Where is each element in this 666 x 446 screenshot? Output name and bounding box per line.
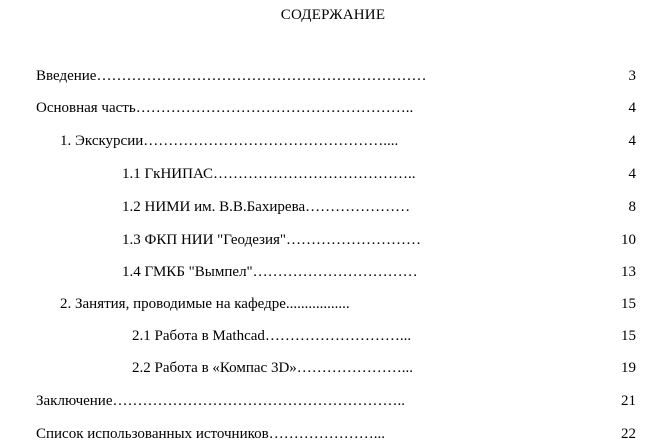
toc-entry xyxy=(60,294,636,314)
toc-entry-page: 22 xyxy=(621,426,636,442)
toc-entry-text: 1.4 ГМКБ "Вымпел"…………………………… xyxy=(122,264,418,280)
toc-entry xyxy=(122,197,636,217)
toc-entry-text: 2.1 Работа в Mathcad………………………... xyxy=(132,328,412,344)
toc-entry-text: 1.2 НИМИ им. В.В.Бахирева………………… xyxy=(122,199,411,215)
toc-entry-text: Заключение………………………………………………….. xyxy=(36,393,405,409)
toc-entry-page: 3 xyxy=(628,68,636,84)
toc-entry-text: Список использованных источников…………………... xyxy=(36,426,385,442)
toc-entry xyxy=(132,326,636,346)
toc-entry-page: 19 xyxy=(621,360,636,376)
toc-entry xyxy=(122,164,636,184)
toc-entry-text: 1.1 ГкНИПАС………………………………….. xyxy=(122,166,416,182)
toc-entry-text: 2.2 Работа в «Компас 3D»…………………... xyxy=(132,360,414,376)
toc-entry-page: 21 xyxy=(621,393,636,409)
toc-entry-page: 4 xyxy=(628,100,636,116)
document-title: СОДЕРЖАНИЕ xyxy=(280,7,386,23)
toc-entry-text: Основная часть……………………………………………….. xyxy=(36,100,414,116)
toc-entry xyxy=(122,262,636,282)
toc-entry-page: 10 xyxy=(621,232,636,248)
toc-entry-page: 13 xyxy=(621,264,636,280)
toc-entry-page: 15 xyxy=(621,296,636,312)
toc-entry xyxy=(60,131,636,151)
toc-entry-page: 4 xyxy=(628,166,636,182)
toc-entry xyxy=(36,66,636,86)
toc-entry-text: 1.3 ФКП НИИ "Геодезия"……………………… xyxy=(122,232,422,248)
toc-entry-text: Введение………………………………………………………… xyxy=(36,68,427,84)
toc-entry-page: 4 xyxy=(628,133,636,149)
toc-entry xyxy=(122,230,636,250)
toc-entry xyxy=(36,98,636,118)
toc-entry-page: 8 xyxy=(628,199,636,215)
toc-entry xyxy=(36,391,636,411)
toc-entry xyxy=(36,424,636,444)
toc-entry xyxy=(132,358,636,378)
toc-entry-page: 15 xyxy=(621,328,636,344)
toc-entry-text: 2. Занятия, проводимые на кафедре................. xyxy=(60,296,350,312)
toc-entry-text: 1. Экскурсии………………………………………….... xyxy=(60,133,399,149)
